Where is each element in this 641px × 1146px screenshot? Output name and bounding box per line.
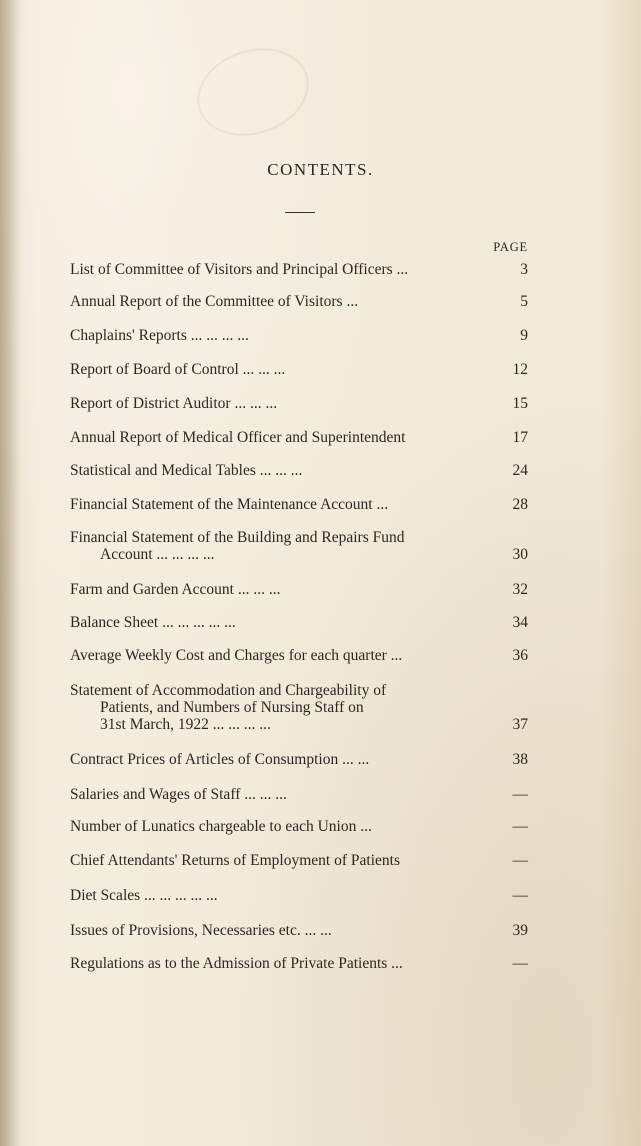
toc-entry	[70, 261, 528, 278]
toc-entry	[70, 327, 528, 344]
toc-entry-title: Diet Scales ... ... ... ... ...	[70, 887, 218, 904]
toc-entry	[70, 751, 528, 768]
toc-entry-title: Financial Statement of the Building and Repairs Fund	[70, 529, 405, 546]
toc-entry-title-continued: 31st March, 1922 ... ... ... ...	[100, 716, 271, 733]
toc-entry-page: —	[512, 887, 528, 904]
toc-entry-page: 39	[512, 922, 528, 939]
toc-entry	[70, 922, 528, 939]
toc-entry-title: Annual Report of the Committee of Visitors ...	[70, 293, 359, 310]
toc-entry-page: 15	[512, 395, 528, 412]
toc-entry	[70, 614, 528, 631]
toc-entry	[70, 293, 528, 310]
toc-entry-title-continued: Patients, and Numbers of Nursing Staff on	[100, 699, 364, 716]
toc-entry-title: Issues of Provisions, Necessaries etc. ... ...	[70, 922, 332, 939]
toc-entry-title: Salaries and Wages of Staff ... ... ...	[70, 786, 287, 803]
toc-entry-page: 3	[520, 261, 528, 278]
toc-entry-title: List of Committee of Visitors and Principal Officers ...	[70, 261, 409, 278]
toc-entry	[70, 361, 528, 378]
toc-entry-title-continued: Account ... ... ... ...	[100, 546, 215, 563]
toc-entry-page: 5	[520, 293, 528, 310]
toc-entry-page: —	[512, 818, 528, 835]
toc-entry-title: Statistical and Medical Tables ... ... ...	[70, 462, 303, 479]
toc-entry	[70, 429, 528, 446]
toc-entry-page: —	[512, 955, 528, 972]
toc-entry-page: 17	[512, 429, 528, 446]
toc-entry-page: 12	[512, 361, 528, 378]
contents-heading: CONTENTS.	[267, 160, 374, 179]
page-column-header: PAGE	[493, 240, 528, 254]
toc-entry-title: Number of Lunatics chargeable to each Union ...	[70, 818, 372, 835]
toc-entry-page: 38	[512, 751, 528, 768]
toc-entry-page: 30	[512, 546, 528, 563]
toc-entry	[70, 682, 528, 733]
toc-entry	[70, 647, 528, 664]
toc-entry-page: 34	[512, 614, 528, 631]
toc-entry	[70, 395, 528, 412]
toc-entry-title: Average Weekly Cost and Charges for each quarter ...	[70, 647, 403, 664]
toc-entry-title: Report of District Auditor ... ... ...	[70, 395, 278, 412]
toc-entry	[70, 462, 528, 479]
toc-entry-title: Financial Statement of the Maintenance Account ...	[70, 496, 389, 513]
toc-entry	[70, 496, 528, 513]
toc-entry-title: Contract Prices of Articles of Consumption ... ...	[70, 751, 370, 768]
faded-stamp	[186, 34, 320, 149]
toc-entry-page: 9	[520, 327, 528, 344]
toc-entry-title: Annual Report of Medical Officer and Superintendent	[70, 429, 406, 446]
toc-entry-title: Regulations as to the Admission of Private Patients ...	[70, 955, 403, 972]
toc-entry-page: 32	[512, 581, 528, 598]
heading-rule	[285, 212, 315, 213]
toc-entry-title: Chief Attendants' Returns of Employment of Patients	[70, 852, 400, 869]
toc-entry-title: Farm and Garden Account ... ... ...	[70, 581, 281, 598]
toc-entry-page: —	[512, 786, 528, 803]
toc-entry	[70, 852, 528, 869]
toc-entry-title: Statement of Accommodation and Chargeability of	[70, 682, 387, 699]
toc-entry-page: 28	[512, 496, 528, 513]
toc-entry	[70, 581, 528, 598]
toc-entry	[70, 786, 528, 803]
toc-entry-page: —	[512, 852, 528, 869]
toc-entry-page: 24	[512, 462, 528, 479]
toc-entry-page: 36	[512, 647, 528, 664]
toc-entry	[70, 818, 528, 835]
toc-entry-title: Chaplains' Reports ... ... ... ...	[70, 327, 249, 344]
toc-entry-title: Report of Board of Control ... ... ...	[70, 361, 286, 378]
toc-entry	[70, 955, 528, 972]
toc-entry	[70, 529, 528, 563]
toc-entry-page: 37	[512, 716, 528, 733]
toc-entry-title: Balance Sheet ... ... ... ... ...	[70, 614, 236, 631]
toc-entry	[70, 887, 528, 904]
